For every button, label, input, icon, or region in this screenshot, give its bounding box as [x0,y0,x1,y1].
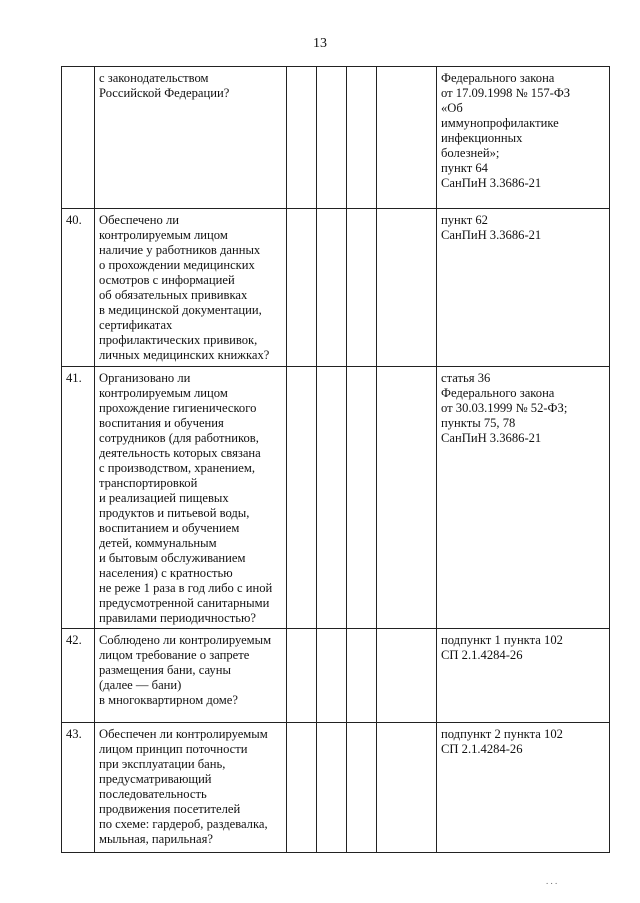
answer-yes-cell[interactable] [287,209,317,367]
reference-line: подпункт 2 пункта 102 [441,727,563,741]
question-line: мыльная, парильная? [99,832,213,846]
reference-line: инфекционных [441,131,523,145]
reference-line: от 30.03.1999 № 52-ФЗ; [441,401,568,415]
legal-reference [437,67,610,209]
answer-na-cell[interactable] [347,723,377,853]
reference-line: СанПиН 3.3686-21 [441,431,542,445]
question-line: транспортировкой [99,476,198,490]
question-line: с законодательством [99,71,209,85]
table-row [62,67,610,209]
question-line: и реализацией пищевых [99,491,229,505]
notes-cell[interactable] [377,723,437,853]
question-line: наличие у работников данных [99,243,261,257]
legal-reference [437,629,610,723]
question-line: об обязательных прививках [99,288,248,302]
reference-line: статья 36 [441,371,491,385]
row-number: 42. [62,629,95,723]
answer-no-cell[interactable] [317,209,347,367]
table-row [62,209,610,367]
legal-reference [437,367,610,629]
question-line: Обеспечен ли контролируемым [99,727,268,741]
question-line: предусматривающий [99,772,212,786]
notes-cell[interactable] [377,629,437,723]
row-number: 41. [62,367,95,629]
question-line: о прохождении медицинских [99,258,255,272]
row-number [62,67,95,209]
question-line: деятельность которых связана [99,446,261,460]
requirement-question [95,629,287,723]
question-line: сертификатах [99,318,173,332]
reference-line: СП 2.1.4284-26 [441,648,523,662]
table-row [62,723,610,853]
answer-no-cell[interactable] [317,367,347,629]
notes-cell[interactable] [377,67,437,209]
reference-line: пункты 75, 78 [441,416,516,430]
question-line: продуктов и питьевой воды, [99,506,250,520]
question-line: Соблюдено ли контролируемым [99,633,272,647]
question-line: продвижения посетителей [99,802,241,816]
question-line: воспитанием и обучением [99,521,240,535]
question-line: по схеме: гардероб, раздевалка, [99,817,268,831]
table-body [62,67,610,853]
question-line: населения) с кратностью [99,566,233,580]
question-line: сотрудников (для работников, [99,431,259,445]
answer-no-cell[interactable] [317,67,347,209]
question-line: в медицинской документации, [99,303,262,317]
answer-yes-cell[interactable] [287,67,317,209]
answer-yes-cell[interactable] [287,723,317,853]
row-number: 43. [62,723,95,853]
question-line: Обеспечено ли [99,213,179,227]
question-line: личных медицинских книжках? [99,348,270,362]
scan-artifact: . . . [546,876,558,886]
question-line: лицом принцип поточности [99,742,248,756]
legal-reference [437,209,610,367]
reference-line: СП 2.1.4284-26 [441,742,523,756]
table-row [62,629,610,723]
requirement-question [95,67,287,209]
question-line: с производством, хранением, [99,461,255,475]
page-number: 13 [313,36,327,51]
question-line: Организовано ли [99,371,191,385]
question-line: лицом требование о запрете [99,648,250,662]
reference-line: болезней»; [441,146,500,160]
question-line: прохождение гигиенического [99,401,257,415]
question-line: контролируемым лицом [99,386,228,400]
question-line: осмотров с информацией [99,273,235,287]
answer-na-cell[interactable] [347,629,377,723]
reference-line: подпункт 1 пункта 102 [441,633,563,647]
question-line: профилактических прививок, [99,333,258,347]
question-line: в многоквартирном доме? [99,693,238,707]
reference-line: иммунопрофилактике [441,116,559,130]
reference-line: Федерального закона [441,386,555,400]
answer-no-cell[interactable] [317,629,347,723]
question-line: (далее — бани) [99,678,182,692]
reference-line: «Об [441,101,463,115]
reference-line: СанПиН 3.3686-21 [441,176,542,190]
requirement-question [95,723,287,853]
answer-na-cell[interactable] [347,209,377,367]
answer-yes-cell[interactable] [287,367,317,629]
reference-line: СанПиН 3.3686-21 [441,228,542,242]
answer-na-cell[interactable] [347,67,377,209]
question-line: при эксплуатации бань, [99,757,226,771]
reference-line: Федерального закона [441,71,555,85]
row-number: 40. [62,209,95,367]
answer-na-cell[interactable] [347,367,377,629]
question-line: и бытовым обслуживанием [99,551,246,565]
question-line: правилами периодичностью? [99,611,257,625]
reference-line: пункт 64 [441,161,488,175]
table-row [62,367,610,629]
requirement-question [95,367,287,629]
checklist-table [61,66,610,853]
question-line: размещения бани, сауны [99,663,231,677]
notes-cell[interactable] [377,209,437,367]
question-line: предусмотренной санитарными [99,596,270,610]
notes-cell[interactable] [377,367,437,629]
reference-line: пункт 62 [441,213,488,227]
requirement-question [95,209,287,367]
question-line: детей, коммунальным [99,536,217,550]
answer-yes-cell[interactable] [287,629,317,723]
question-line: воспитания и обучения [99,416,224,430]
question-line: последовательность [99,787,207,801]
question-line: контролируемым лицом [99,228,228,242]
reference-line: от 17.09.1998 № 157-ФЗ [441,86,571,100]
question-line: не реже 1 раза в год либо с иной [99,581,273,595]
legal-reference [437,723,610,853]
question-line: Российской Федерации? [99,86,230,100]
answer-no-cell[interactable] [317,723,347,853]
